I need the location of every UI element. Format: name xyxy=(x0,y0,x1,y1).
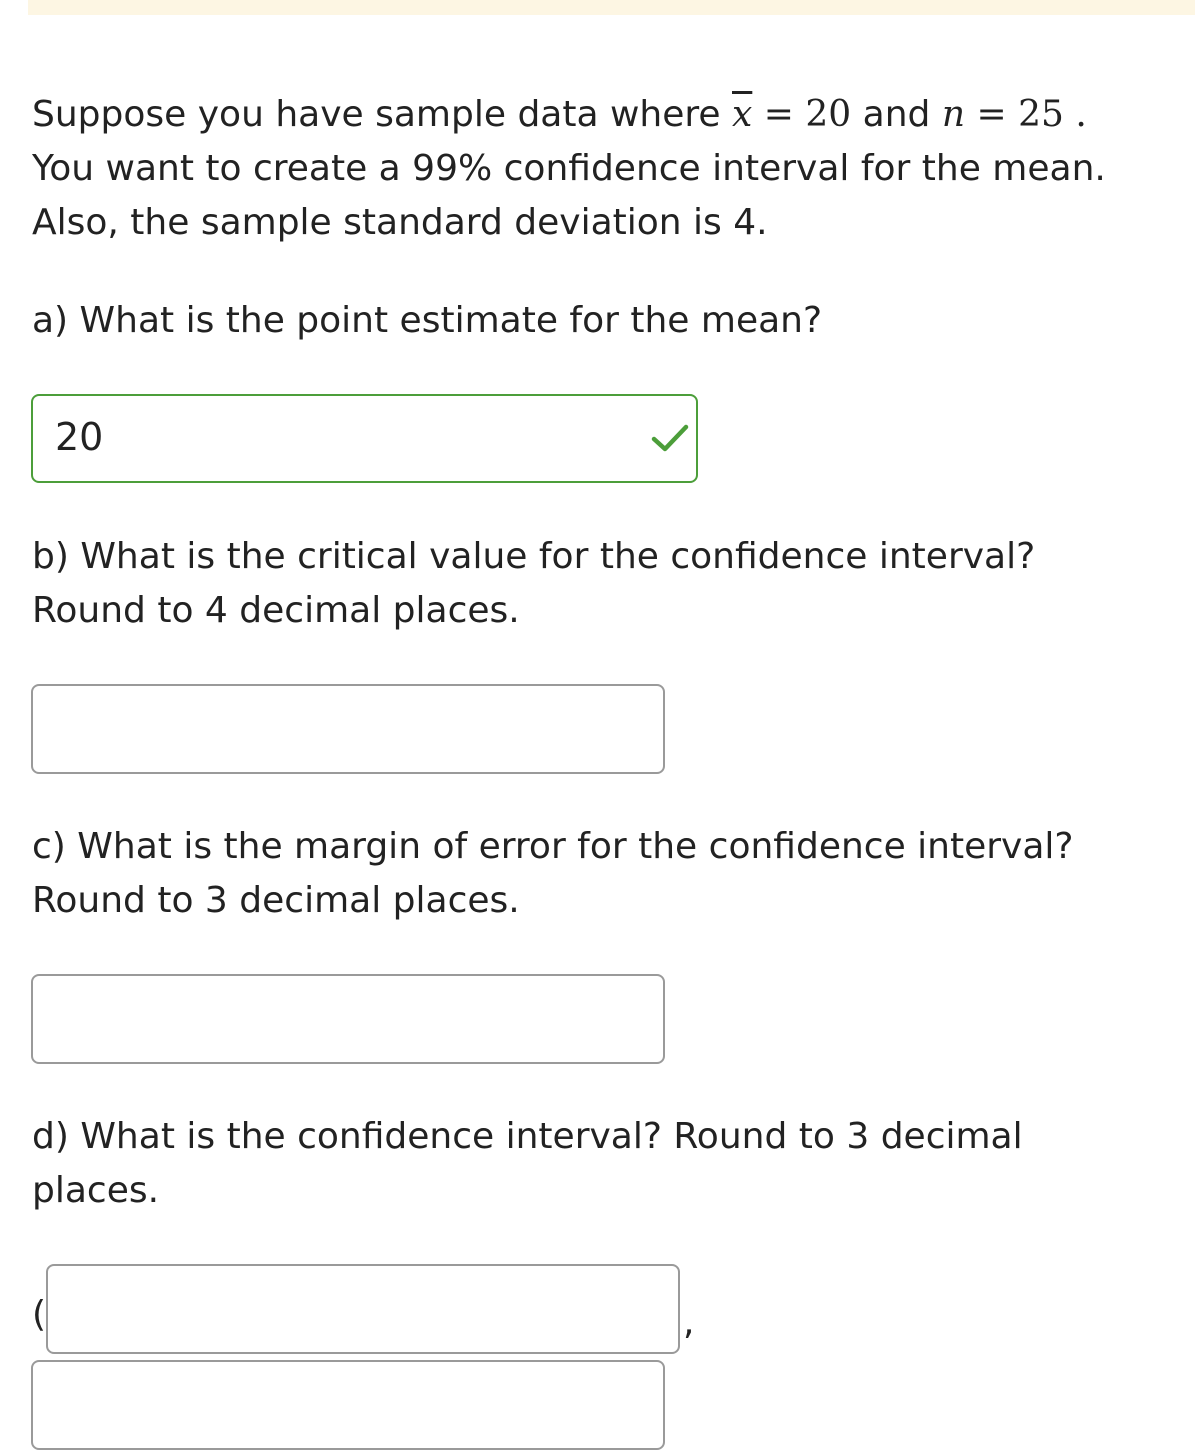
part-a-answer-value: 20 xyxy=(55,415,104,459)
part-c-prompt-line1: c) What is the margin of error for the confidence interval? xyxy=(32,826,1074,867)
xbar-value: 20 xyxy=(805,94,852,135)
interval-open-paren: ( xyxy=(32,1294,47,1335)
n-symbol: n xyxy=(941,94,966,135)
part-d-lower-bound-field[interactable] xyxy=(46,1264,680,1354)
part-b-prompt-line1: b) What is the critical value for the confidence interval? xyxy=(32,536,1036,577)
part-b-prompt-line2: Round to 4 decimal places. xyxy=(32,590,520,631)
n-value: 25 xyxy=(1018,94,1064,135)
part-d-prompt-line2: places. xyxy=(32,1170,160,1211)
part-a-answer-field[interactable] xyxy=(31,394,698,483)
question-intro-line2: You want to create a 99% confidence interval for the mean. xyxy=(32,148,1106,189)
n-expression: n = 25 . xyxy=(941,94,1087,135)
xbar-symbol: $\overline{x}$ xyxy=(732,94,753,135)
xbar-expression: $\overline{x} = 20$ xyxy=(732,94,852,135)
check-icon xyxy=(650,422,690,454)
part-b-answer-field[interactable] xyxy=(31,684,665,774)
intro-prefix: Suppose you have sample data where xyxy=(32,94,721,135)
question-intro-line3: Also, the sample standard deviation is 4. xyxy=(32,202,768,243)
part-a-prompt: a) What is the point estimate for the mean? xyxy=(32,300,823,341)
part-c-prompt-line2: Round to 3 decimal places. xyxy=(32,880,520,921)
top-banner xyxy=(28,0,1195,15)
part-d-prompt-line1: d) What is the confidence interval? Round to 3 decimal xyxy=(32,1116,1023,1157)
question-intro-line1 xyxy=(32,88,1087,142)
part-c-answer-field[interactable] xyxy=(31,974,665,1064)
and-text: and xyxy=(862,94,931,135)
interval-comma: , xyxy=(683,1302,695,1343)
part-d-upper-bound-field[interactable] xyxy=(31,1360,665,1450)
